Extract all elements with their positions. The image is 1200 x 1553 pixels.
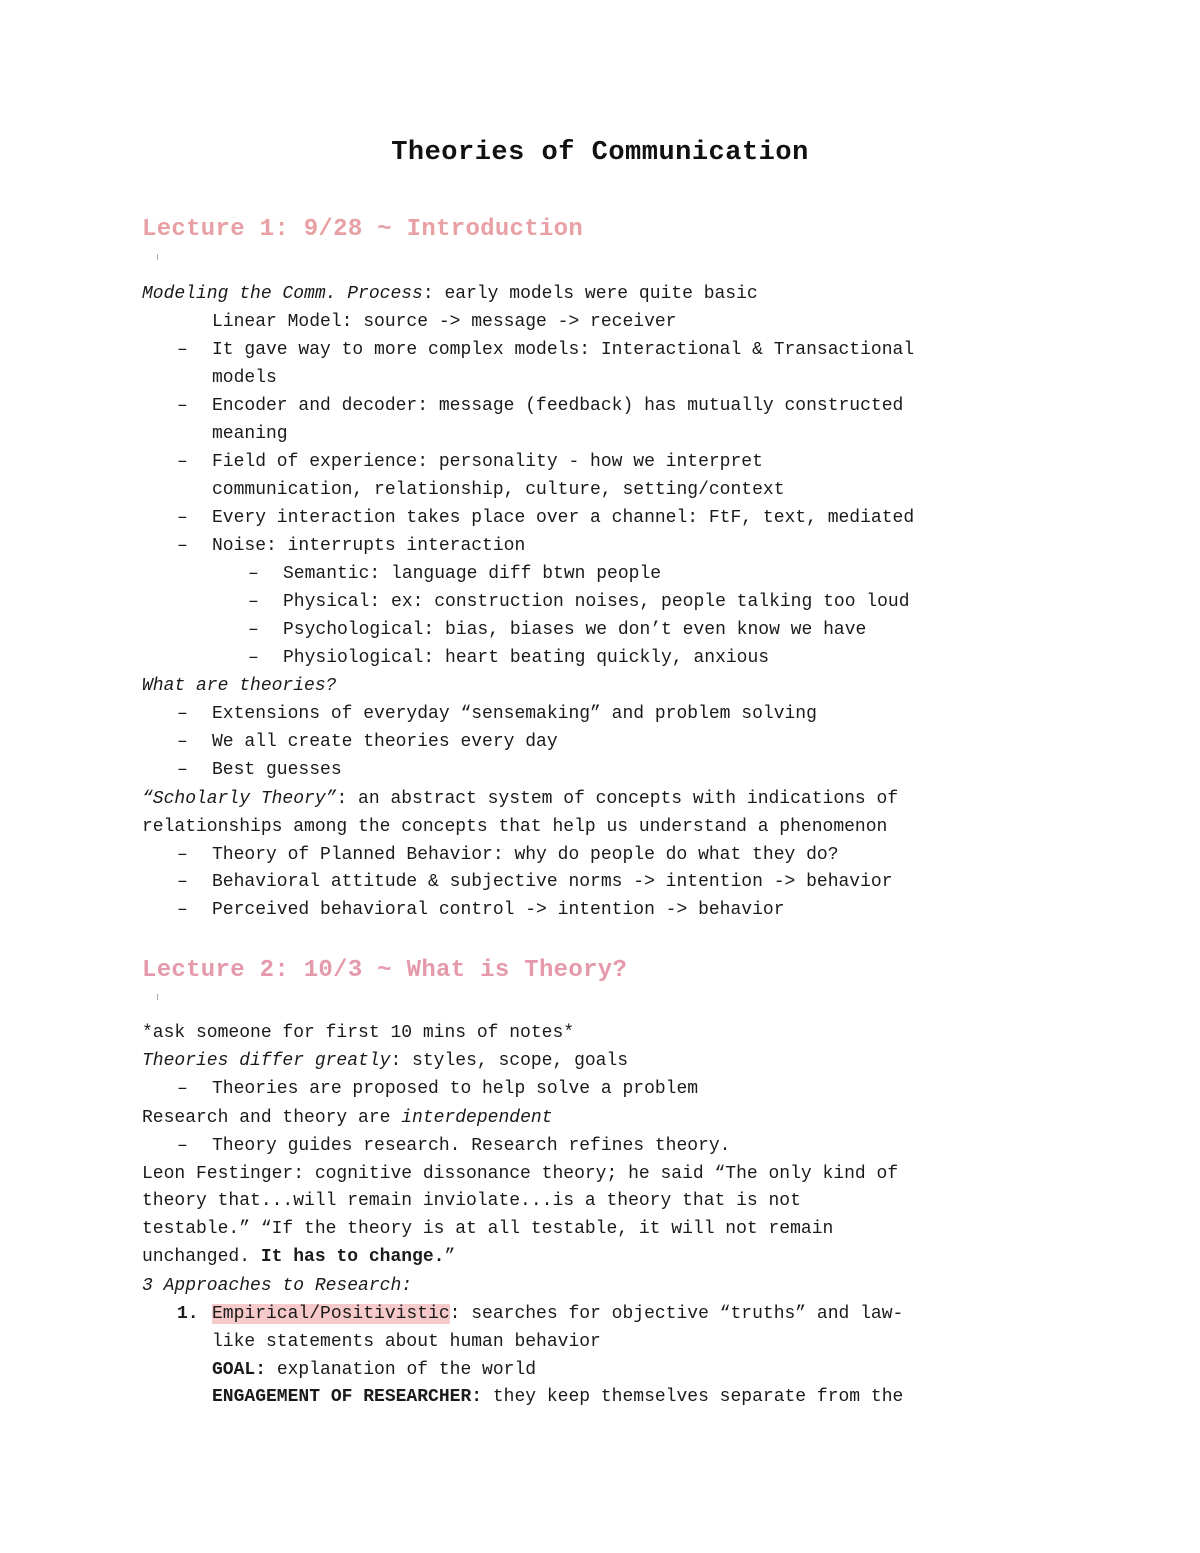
bullet-dash: –	[177, 900, 188, 920]
approaches-label: 3 Approaches to Research:	[142, 1276, 413, 1296]
bullet-text: Theories are proposed to help solve a problem	[212, 1079, 699, 1099]
what-are-theories-line	[142, 672, 336, 700]
bullet-text: Field of experience: personality - how we interpret	[212, 452, 763, 472]
bullet-dash: –	[177, 1079, 188, 1099]
festinger-start: unchanged.	[142, 1247, 261, 1267]
bullet-text: Theory of Planned Behavior: why do people do what they do?	[212, 845, 839, 865]
bullet-dash: –	[177, 536, 188, 556]
document-title: Theories of Communication	[391, 138, 809, 168]
ask-line: *ask someone for first 10 mins of notes*	[142, 1023, 575, 1043]
bullet-dash: –	[177, 872, 188, 892]
bullet-text: Noise: interrupts interaction	[212, 536, 526, 556]
goal-line	[212, 1356, 536, 1384]
festinger-line-1: Leon Festinger: cognitive dissonance theory; he said “The only kind of	[142, 1164, 899, 1184]
festinger-bold: It has to change.	[260, 1247, 445, 1267]
bullet-dash: –	[177, 340, 188, 360]
bullet-text: We all create theories every day	[212, 732, 558, 752]
approach-item-rest: : searches for objective “truths” and law-	[449, 1304, 904, 1324]
bullet-text: Perceived behavioral control -> intention -> behavior	[212, 900, 785, 920]
sub-bullet-text: Semantic: language diff btwn people	[283, 564, 662, 584]
bullet-text: Extensions of everyday “sensemaking” and problem solving	[212, 704, 817, 724]
sub-bullet-text: Psychological: bias, biases we don’t even know we have	[283, 620, 867, 640]
sub-bullet-dash: –	[248, 592, 259, 612]
bullet-dash: –	[177, 760, 188, 780]
lecture-2-heading: Lecture 2: 10/3 ~ What is Theory?	[142, 957, 628, 984]
bullet-text-cont: models	[212, 368, 277, 388]
festinger-line-3: testable.” “If the theory is at all testable, it will not remain	[142, 1219, 834, 1239]
sub-bullet-dash: –	[248, 564, 259, 584]
bullet-text: Theory guides research. Research refines theory.	[212, 1136, 731, 1156]
festinger-end: ”	[444, 1247, 456, 1267]
scholarly-line	[142, 785, 898, 813]
festinger-line-2: theory that...will remain inviolate...is a theory that is not	[142, 1191, 801, 1211]
sub-bullet-text: Physiological: heart beating quickly, anxious	[283, 648, 770, 668]
sub-bullet-text: Physical: ex: construction noises, people talking too loud	[283, 592, 910, 612]
bullet-text: Best guesses	[212, 760, 342, 780]
heading-marker	[157, 994, 158, 1000]
goal-rest: explanation of the world	[266, 1360, 537, 1380]
sub-bullet-dash: –	[248, 620, 259, 640]
scholarly-label: “Scholarly Theory”	[142, 789, 337, 809]
modeling-line	[142, 280, 758, 308]
bullet-text-cont: meaning	[212, 424, 288, 444]
modeling-label: Modeling the Comm. Process	[142, 284, 423, 304]
scholarly-line-2: relationships among the concepts that help us understand a phenomenon	[142, 817, 888, 837]
approach-item-1	[212, 1300, 903, 1328]
highlighted-term: Empirical/Positivistic	[212, 1304, 450, 1324]
research-line	[142, 1104, 552, 1132]
approach-item-1-cont: like statements about human behavior	[212, 1332, 601, 1352]
bullet-dash: –	[177, 452, 188, 472]
differ-label: Theories differ greatly	[142, 1051, 391, 1071]
bullet-dash: –	[177, 508, 188, 528]
bullet-text-cont: communication, relationship, culture, setting/context	[212, 480, 785, 500]
lecture-1-heading: Lecture 1: 9/28 ~ Introduction	[142, 216, 584, 243]
bullet-dash: –	[177, 732, 188, 752]
scholarly-rest: : an abstract system of concepts with indications of	[336, 789, 899, 809]
research-start: Research and theory are	[142, 1108, 402, 1128]
list-number: 1.	[177, 1304, 199, 1324]
festinger-line-4	[142, 1243, 455, 1271]
bullet-dash: –	[177, 396, 188, 416]
engagement-line	[212, 1383, 903, 1411]
bullet-text: Behavioral attitude & subjective norms -> intention -> behavior	[212, 872, 893, 892]
what-label: What are theories?	[142, 676, 337, 696]
bullet-dash: –	[177, 704, 188, 724]
modeling-rest: : early models were quite basic	[422, 284, 758, 304]
bullet-dash: –	[177, 845, 188, 865]
bullet-text: Encoder and decoder: message (feedback) has mutually constructed	[212, 396, 904, 416]
engagement-rest: they keep themselves separate from the	[482, 1387, 904, 1407]
sub-bullet-dash: –	[248, 648, 259, 668]
engagement-label: ENGAGEMENT OF RESEARCHER:	[212, 1387, 483, 1407]
bullet-text: Every interaction takes place over a channel: FtF, text, mediated	[212, 508, 915, 528]
differ-rest: : styles, scope, goals	[390, 1051, 629, 1071]
bullet-text: It gave way to more complex models: Interactional & Transactional	[212, 340, 915, 360]
goal-label: GOAL:	[212, 1360, 267, 1380]
bullet-dash: –	[177, 1136, 188, 1156]
heading-marker	[157, 254, 158, 260]
differ-line	[142, 1047, 628, 1075]
research-emphasis: interdependent	[401, 1108, 553, 1128]
linear-model-line: Linear Model: source -> message -> receiver	[212, 312, 677, 332]
approaches-line	[142, 1272, 412, 1300]
